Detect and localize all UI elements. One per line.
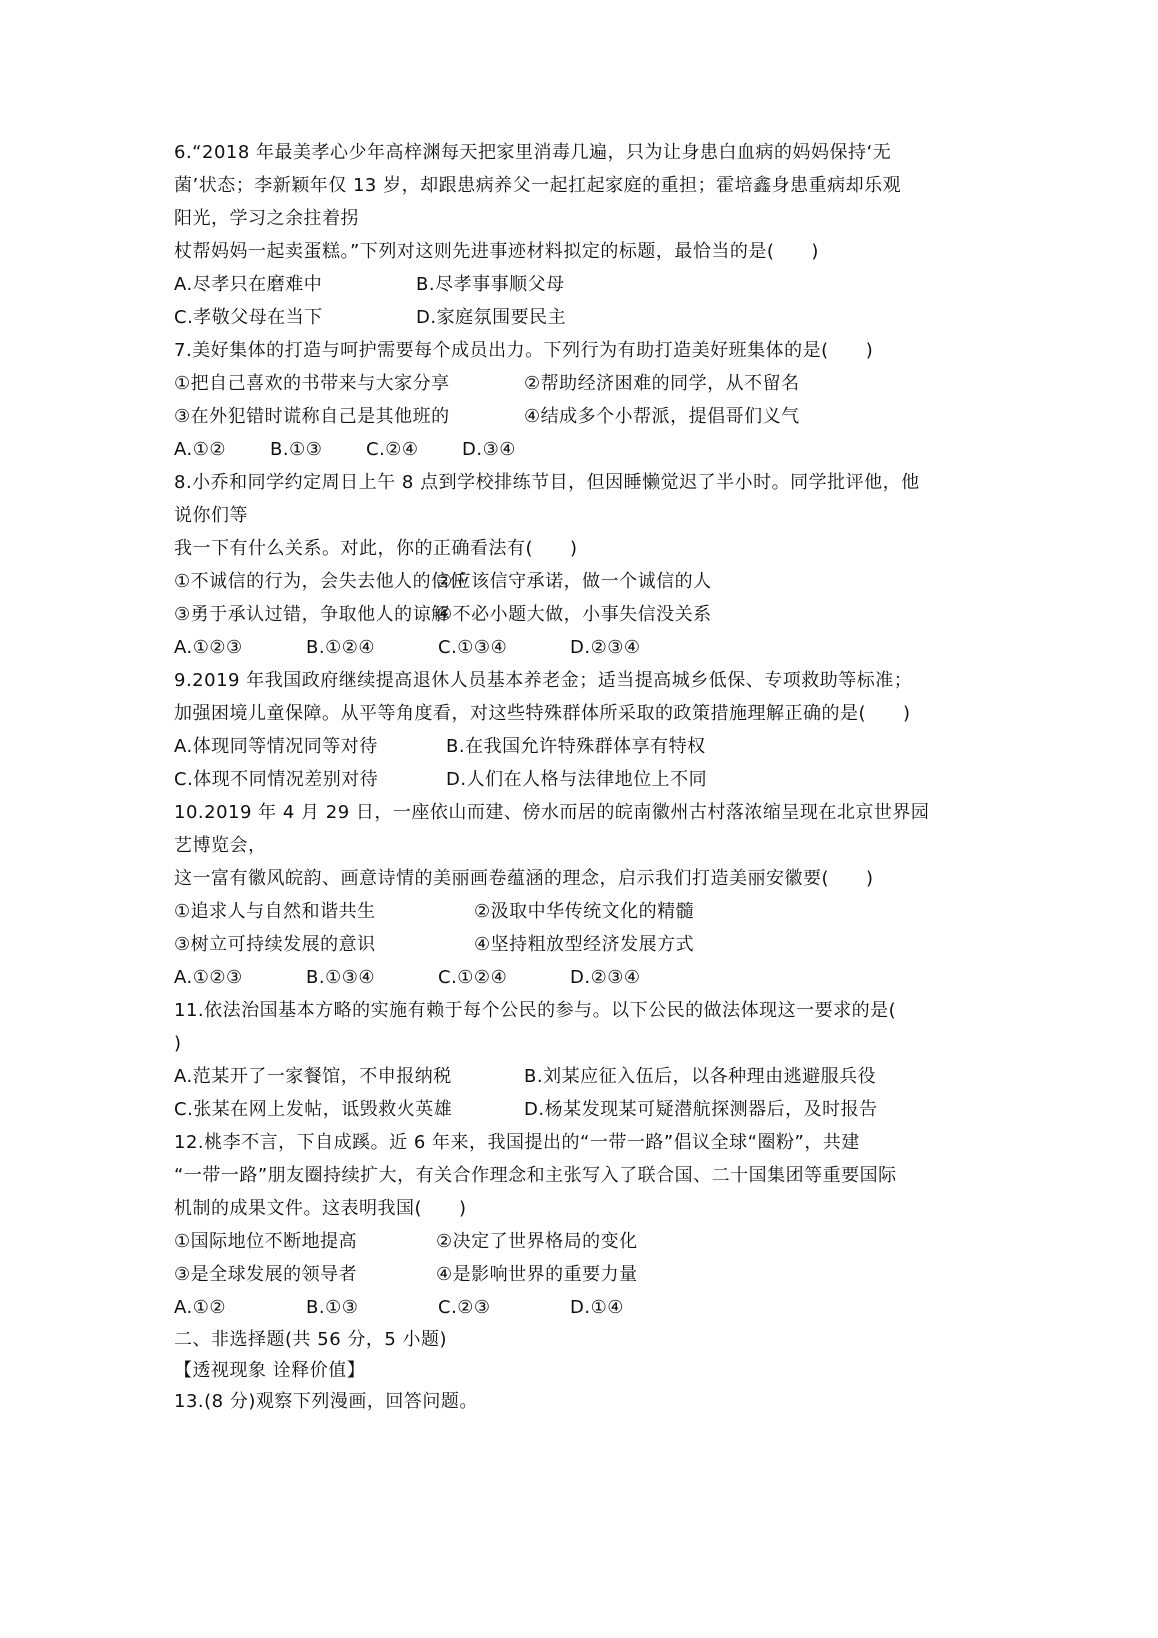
q10-statement-4: ④坚持粗放型经济发展方式: [474, 934, 695, 955]
q12-option-c: C.②③: [438, 1297, 491, 1318]
q7-option-c: C.②④: [366, 439, 419, 460]
q12-stem-line-3: 机制的成果文件。这表明我国( ): [174, 1198, 467, 1219]
question-7: [174, 334, 994, 466]
q8-stem-line-1: 8.小乔和同学约定周日上午 8 点到学校排练节目，但因睡懒觉迟了半小时。同学批评他，他: [174, 472, 920, 493]
q11-option-b: B.刘某应征入伍后，以各种理由逃避服兵役: [524, 1066, 877, 1087]
q10-stem-line-2: 艺博览会，: [174, 835, 267, 856]
q11-stem-line-1: 11.依法治国基本方略的实施有赖于每个公民的参与。以下公民的做法体现这一要求的是(: [174, 1000, 897, 1021]
q7-stem-line-1: 7.美好集体的打造与呵护需要每个成员出力。下列行为有助打造美好班集体的是( ): [174, 340, 874, 361]
q11-option-a: A.范某开了一家餐馆，不申报纳税: [174, 1066, 452, 1087]
q8-option-d: D.②③④: [570, 637, 641, 658]
q8-statement-3: ③勇于承认过错，争取他人的谅解: [174, 604, 450, 625]
q7-statement-2: ②帮助经济困难的同学，从不留名: [524, 373, 800, 394]
q8-option-a: A.①②③: [174, 637, 243, 658]
q12-option-d: D.①④: [570, 1297, 624, 1318]
q8-statements-row-2: [174, 598, 994, 631]
q7-statements-row-2: [174, 400, 994, 433]
q6-option-c: C.孝敬父母在当下: [174, 307, 323, 328]
exam-content: [174, 136, 994, 1417]
section-subheading: 【透视现象 诠释价值】: [174, 1360, 366, 1381]
q12-statements-row-2: [174, 1258, 994, 1291]
q12-option-b: B.①③: [306, 1297, 359, 1318]
q10-stem-line-3: 这一富有徽风皖韵、画意诗情的美丽画卷蕴涵的理念，启示我们打造美丽安徽要( ): [174, 868, 874, 889]
q6-option-a: A.尽孝只在磨难中: [174, 274, 323, 295]
q7-option-d: D.③④: [462, 439, 516, 460]
q6-stem-line-2: 菌’状态；李新颖年仅 13 岁，却跟患病养父一起扛起家庭的重担；霍培鑫身患重病却乐观: [174, 175, 902, 196]
q7-statement-4: ④结成多个小帮派，提倡哥们义气: [524, 406, 800, 427]
q8-statement-2: ②应该信守承诺，做一个诚信的人: [436, 571, 712, 592]
q8-stem-line-2: 说你们等: [174, 505, 248, 526]
q11-options-row-1: [174, 1060, 994, 1093]
q10-statement-1: ①追求人与自然和谐共生: [174, 901, 376, 922]
question-9: [174, 664, 994, 796]
q6-options-row-1: [174, 268, 994, 301]
q7-statement-3: ③在外犯错时谎称自己是其他班的: [174, 406, 450, 427]
q9-option-b: B.在我国允许特殊群体享有特权: [446, 736, 706, 757]
q7-option-b: B.①③: [270, 439, 323, 460]
section-non-choice: [174, 1324, 994, 1417]
q11-options-row-2: [174, 1093, 994, 1126]
q7-options-row: [174, 433, 994, 466]
q10-option-b: B.①③④: [306, 967, 375, 988]
q9-option-c: C.体现不同情况差别对待: [174, 769, 379, 790]
q9-option-d: D.人们在人格与法律地位上不同: [446, 769, 708, 790]
q8-statement-4: ④不必小题大做，小事失信没关系: [436, 604, 712, 625]
q9-option-a: A.体现同等情况同等对待: [174, 736, 378, 757]
q9-options-row-1: [174, 730, 994, 763]
q8-stem-line-3: 我一下有什么关系。对此，你的正确看法有( ): [174, 538, 578, 559]
q6-option-b: B.尽孝事事顺父母: [416, 274, 565, 295]
question-8: [174, 466, 994, 664]
q10-statement-2: ②汲取中华传统文化的精髓: [474, 901, 695, 922]
q8-options-row: [174, 631, 994, 664]
q9-options-row-2: [174, 763, 994, 796]
question-13: 13.(8 分)观察下列漫画，回答问题。: [174, 1391, 478, 1412]
q8-statements-row-1: [174, 565, 994, 598]
question-10: [174, 796, 994, 994]
question-12: [174, 1126, 994, 1324]
q12-statement-4: ④是影响世界的重要力量: [436, 1264, 638, 1285]
q11-stem-line-2: ): [174, 1033, 182, 1054]
q10-stem-line-1: 10.2019 年 4 月 29 日，一座依山而建、傍水而居的皖南徽州古村落浓缩呈现在北京世界园: [174, 802, 930, 823]
q7-option-a: A.①②: [174, 439, 226, 460]
q10-option-d: D.②③④: [570, 967, 641, 988]
q8-option-c: C.①③④: [438, 637, 508, 658]
q6-stem-line-1: 6.“2018 年最美孝心少年高梓渊每天把家里消毒几遍，只为让身患白血病的妈妈保持‘无: [174, 142, 892, 163]
q12-statements-row-1: [174, 1225, 994, 1258]
q12-stem-line-1: 12.桃李不言，下自成蹊。近 6 年来，我国提出的“一带一路”倡议全球“圈粉”，共建: [174, 1132, 860, 1153]
q9-stem-line-1: 9.2019 年我国政府继续提高退休人员基本养老金；适当提高城乡低保、专项救助等标准；: [174, 670, 913, 691]
question-11: [174, 994, 994, 1126]
q11-option-c: C.张某在网上发帖，诋毁救火英雄: [174, 1099, 453, 1120]
q10-statements-row-1: [174, 895, 994, 928]
q12-option-a: A.①②: [174, 1297, 226, 1318]
q10-options-row: [174, 961, 994, 994]
q6-stem-line-4: 杖帮妈妈一起卖蛋糕。”下列对这则先进事迹材料拟定的标题，最恰当的是( ): [174, 241, 819, 262]
q7-statement-1: ①把自己喜欢的书带来与大家分享: [174, 373, 450, 394]
q10-option-c: C.①②④: [438, 967, 508, 988]
q10-option-a: A.①②③: [174, 967, 243, 988]
q12-statement-1: ①国际地位不断地提高: [174, 1231, 358, 1252]
question-6: [174, 136, 994, 334]
q12-stem-line-2: “一带一路”朋友圈持续扩大，有关合作理念和主张写入了联合国、二十国集团等重要国际: [174, 1165, 897, 1186]
q6-options-row-2: [174, 301, 994, 334]
q8-option-b: B.①②④: [306, 637, 375, 658]
q6-option-d: D.家庭氛围要民主: [416, 307, 567, 328]
q10-statement-3: ③树立可持续发展的意识: [174, 934, 376, 955]
section-heading: 二、非选择题(共 56 分，5 小题): [174, 1329, 448, 1350]
q11-option-d: D.杨某发现某可疑潜航探测器后，及时报告: [524, 1099, 878, 1120]
q12-statement-3: ③是全球发展的领导者: [174, 1264, 358, 1285]
q7-statements-row-1: [174, 367, 994, 400]
q6-stem-line-3: 阳光，学习之余拄着拐: [174, 208, 359, 229]
q12-options-row: [174, 1291, 994, 1324]
q9-stem-line-2: 加强困境儿童保障。从平等角度看，对这些特殊群体所采取的政策措施理解正确的是( ): [174, 703, 911, 724]
q8-statement-1: ①不诚信的行为，会失去他人的信任: [174, 571, 469, 592]
q12-statement-2: ②决定了世界格局的变化: [436, 1231, 638, 1252]
q10-statements-row-2: [174, 928, 994, 961]
